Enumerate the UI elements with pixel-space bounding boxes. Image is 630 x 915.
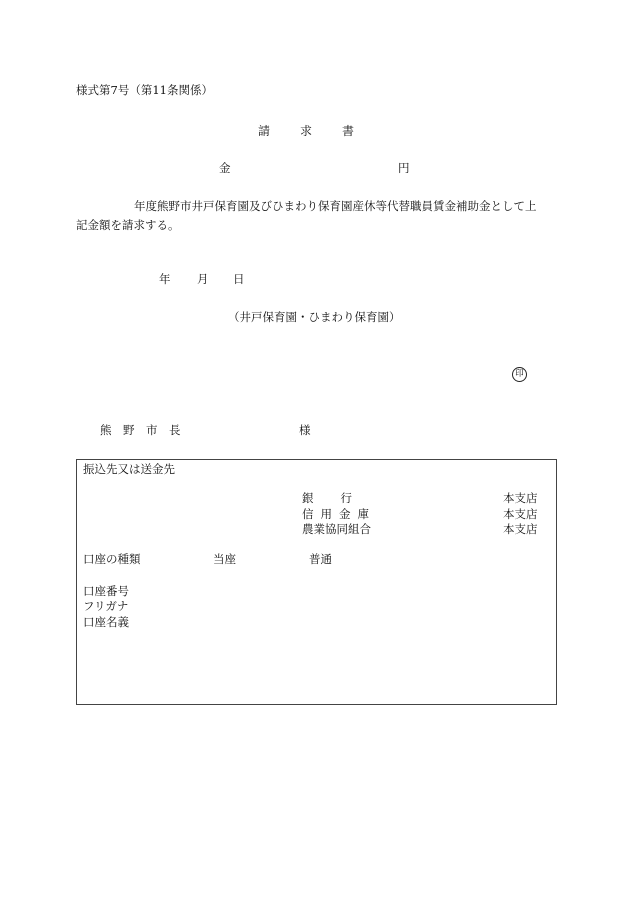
date-month: 月: [197, 272, 209, 286]
date-year: 年: [159, 272, 171, 286]
institution-shinkin: 信用金庫: [302, 507, 376, 521]
furigana-label: フリガナ: [83, 599, 129, 613]
amount-prefix: 金: [219, 161, 231, 175]
amount-unit: 円: [398, 161, 410, 175]
institution-nokyo-branch: 本支店: [503, 522, 538, 536]
institution-bank-branch: 本支店: [503, 491, 538, 505]
addressee-name: 熊 野 市 長: [100, 423, 181, 437]
transfer-info-box: [76, 459, 557, 705]
addressee-honorific: 様: [299, 423, 311, 437]
applicant-name: （井戸保育園・ひまわり保育園）: [228, 310, 401, 324]
date-day: 日: [233, 272, 245, 286]
transfer-heading: 振込先又は送金先: [83, 462, 175, 476]
account-number-label: 口座番号: [83, 584, 129, 598]
institution-nokyo: 農業協同組合: [302, 522, 371, 536]
seal-mark: [512, 367, 527, 382]
account-type-current: 当座: [213, 552, 236, 566]
account-type-ordinary: 普通: [309, 552, 332, 566]
account-type-label: 口座の種類: [83, 552, 141, 566]
document-title: 請求書: [258, 124, 385, 138]
form-number: 様式第7号（第11条関係）: [76, 83, 213, 97]
institution-shinkin-branch: 本支店: [503, 507, 538, 521]
institution-bank: 銀行: [302, 491, 379, 505]
seal-text: 印: [515, 369, 524, 380]
request-statement: 年度熊野市井戸保育園及びひまわり保育園産休等代替職員賃金補助金として上記金額を請求する。: [76, 199, 537, 232]
account-holder-label: 口座名義: [83, 615, 129, 629]
